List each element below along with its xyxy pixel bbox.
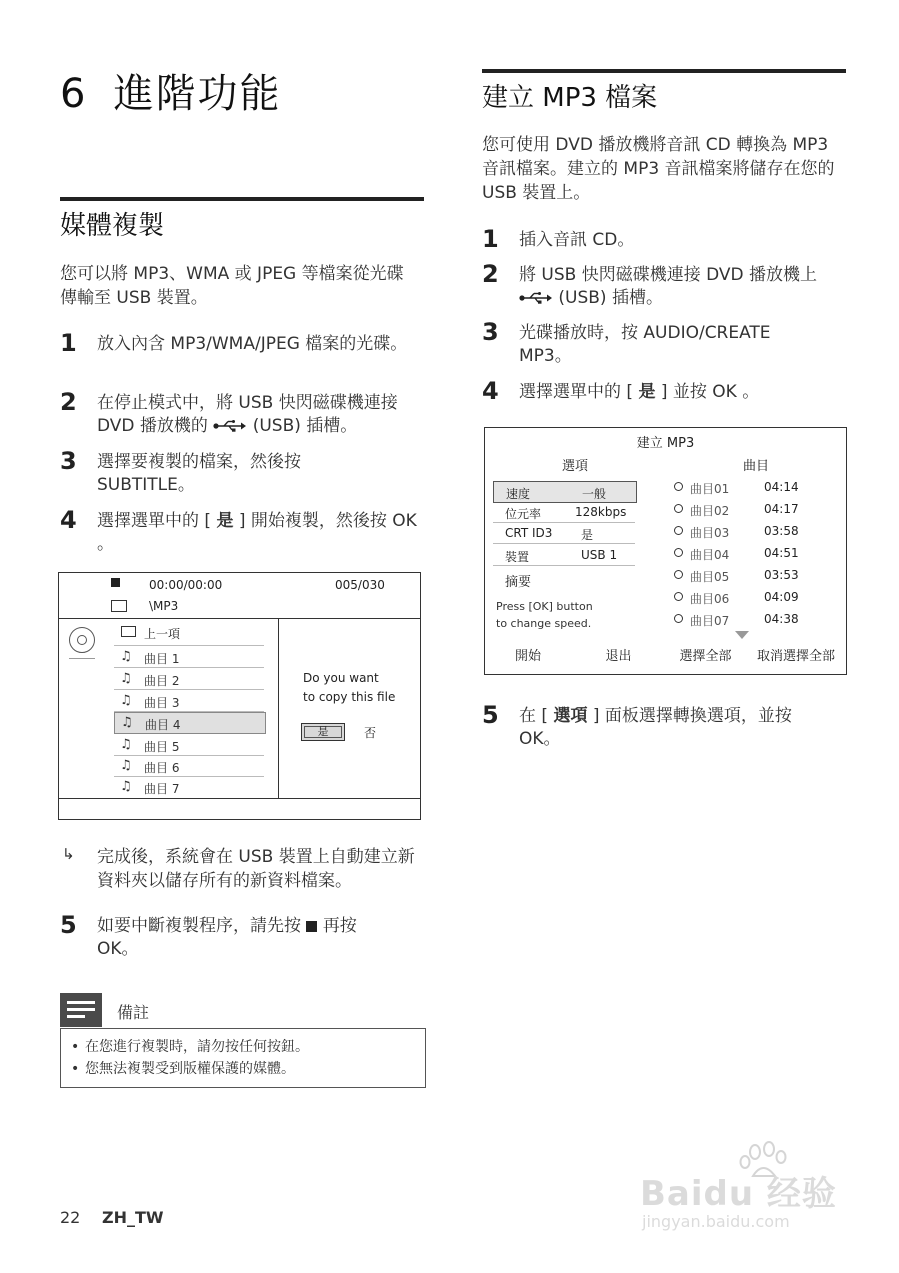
usb-icon	[519, 292, 553, 304]
step-text: 插入音訊 CD。	[519, 230, 635, 250]
note-box	[60, 1028, 426, 1088]
track-row[interactable]: ♫ 曲目 1	[114, 647, 264, 668]
copy-prompt-line2: to copy this file	[303, 690, 396, 704]
section-rule-right	[482, 69, 846, 73]
step-number: 1	[482, 225, 499, 253]
select-all-button[interactable]: 選擇全部	[679, 649, 732, 664]
option-crt-id3[interactable]: CRT ID3 是	[493, 523, 635, 544]
note-icon	[60, 993, 102, 1027]
music-note-icon: ♫	[120, 779, 132, 794]
start-button[interactable]: 開始	[514, 649, 541, 664]
copy-step-2	[60, 388, 420, 440]
step-number: 3	[60, 447, 77, 475]
summary-text-line2: to change speed.	[496, 617, 592, 630]
section-rule-left	[60, 197, 424, 201]
radio-icon	[674, 570, 683, 579]
copy-step-4	[60, 506, 420, 558]
step-number: 2	[482, 260, 499, 288]
yes-button[interactable]: 是	[301, 723, 345, 741]
step-number: 5	[482, 701, 499, 729]
exit-button[interactable]: 退出	[605, 649, 632, 664]
note-item: • 您無法複製受到版權保護的媒體。	[69, 1058, 309, 1080]
note-item: • 在您進行複製時，請勿按任何按鈕。	[69, 1036, 309, 1058]
step-text: 在停止模式中，將 USB 快閃磁碟機連接 DVD 播放機的 (USB) 插槽。	[97, 393, 398, 436]
mp3-step-3	[482, 318, 844, 370]
track-row[interactable]: ♫ 曲目 6	[114, 756, 264, 777]
track-item[interactable]: 曲目04 04:51	[674, 544, 844, 566]
track-item[interactable]: 曲目01 04:14	[674, 478, 844, 500]
language-code: ZH_TW	[102, 1208, 164, 1227]
watermark-url: jingyan.baidu.com	[642, 1212, 790, 1231]
folder-up-icon	[121, 626, 136, 637]
step-number: 4	[482, 377, 499, 405]
file-counter: 005/030	[335, 578, 385, 592]
page-number: 22	[60, 1208, 81, 1227]
track-item[interactable]: 曲目06 04:09	[674, 588, 844, 610]
media-copy-intro: 您可以將 MP3、WMA 或 JPEG 等檔案從光碟傳輸至 USB 裝置。	[60, 264, 404, 308]
radio-icon	[674, 526, 683, 535]
copy-step-1	[60, 329, 420, 381]
baidu-watermark	[640, 1140, 850, 1240]
step-number: 4	[60, 506, 77, 534]
options-header: 選項	[561, 459, 588, 474]
track-row[interactable]: ♫ 曲目 7	[120, 779, 180, 796]
step-number: 3	[482, 318, 499, 346]
track-item[interactable]: 曲目03 03:58	[674, 522, 844, 544]
step-text: 放入內含 MP3/WMA/JPEG 檔案的光碟。	[97, 334, 408, 354]
track-item[interactable]: 曲目05 03:53	[674, 566, 844, 588]
step-text: 在 [ 選項 ] 面板選擇轉換選項，並按 OK。	[519, 706, 792, 749]
mp3-dialog-title: 建立 MP3	[636, 436, 695, 451]
radio-icon	[674, 548, 683, 557]
copy-dialog	[58, 572, 421, 820]
track-item[interactable]: 曲目02 04:17	[674, 500, 844, 522]
mp3-step-5	[482, 701, 844, 753]
stop-icon	[306, 921, 317, 932]
step-number: 2	[60, 388, 77, 416]
result-arrow-icon: ↳	[62, 845, 75, 863]
folder-path: \MP3	[149, 599, 179, 613]
music-note-icon: ♫	[120, 649, 132, 664]
step-number: 1	[60, 329, 77, 357]
mp3-step-1	[482, 225, 844, 255]
copy-step-3	[60, 447, 420, 499]
step-text: 將 USB 快閃磁碟機連接 DVD 播放機上 (USB) 插槽。	[519, 265, 818, 308]
step-number: 5	[60, 911, 77, 939]
stop-icon	[111, 578, 120, 587]
disc-icon	[69, 627, 95, 653]
section-title-media-copy: 媒體複製	[60, 211, 165, 241]
option-bitrate[interactable]: 位元率 128kbps	[493, 502, 635, 523]
track-row[interactable]: ♫ 曲目 2	[114, 669, 264, 690]
tracks-header: 曲目	[742, 459, 769, 474]
track-row[interactable]: ♫ 曲目 3	[114, 691, 264, 712]
radio-icon	[674, 504, 683, 513]
chapter-title	[60, 62, 281, 119]
radio-icon	[674, 482, 683, 491]
create-mp3-dialog	[484, 427, 847, 675]
step-text: 選擇選單中的 [ 是 ] 並按 OK 。	[519, 382, 760, 402]
copy-prompt-line1: Do you want	[303, 671, 379, 685]
mp3-step-2	[482, 260, 844, 312]
track-row[interactable]: ♫ 曲目 5	[114, 735, 264, 756]
deselect-all-button[interactable]: 取消選擇全部	[756, 649, 835, 664]
music-note-icon: ♫	[120, 758, 132, 773]
music-note-icon: ♫	[121, 715, 133, 730]
section-title-create-mp3: 建立 MP3 檔案	[482, 83, 658, 113]
step-text: 選擇要複製的檔案，然後按 SUBTITLE。	[97, 452, 301, 495]
option-device[interactable]: 裝置 USB 1	[493, 545, 635, 566]
no-button[interactable]: 否	[364, 726, 377, 740]
summary-text-line1: Press [OK] button	[496, 600, 593, 613]
watermark-brand: Baidu 经验	[640, 1174, 837, 1214]
radio-icon	[674, 592, 683, 601]
radio-icon	[674, 614, 683, 623]
step-text: 選擇選單中的 [ 是 ] 開始複製，然後按 OK 。	[97, 511, 417, 554]
music-note-icon: ♫	[120, 693, 132, 708]
up-one-level[interactable]: 上一項	[144, 627, 181, 641]
usb-icon	[213, 420, 247, 432]
step-text: 光碟播放時，按 AUDIO/CREATE MP3。	[519, 323, 771, 366]
scroll-down-icon[interactable]	[735, 631, 749, 639]
chapter-name: 進階功能	[113, 71, 282, 117]
chapter-number: 6	[60, 71, 88, 117]
music-note-icon: ♫	[120, 737, 132, 752]
step-text: 如要中斷複製程序，請先按 再按 OK。	[97, 916, 357, 959]
copy-step-5	[60, 911, 420, 963]
note-title: 備註	[117, 1003, 150, 1022]
create-mp3-intro: 您可使用 DVD 播放機將音訊 CD 轉換為 MP3 音訊檔案。建立的 MP3 音訊檔案將儲存在您的 USB 裝置上。	[482, 135, 835, 203]
copy-result-text: 完成後，系統會在 USB 裝置上自動建立新資料夾以儲存所有的新資料檔案。	[97, 847, 415, 891]
summary-label: 摘要	[505, 575, 532, 590]
track-row-selected[interactable]: ♫ 曲目 4	[114, 712, 266, 734]
option-speed[interactable]: 速度 一般	[493, 481, 637, 503]
folder-icon	[111, 600, 127, 612]
music-note-icon: ♫	[120, 671, 132, 686]
mp3-step-4	[482, 377, 844, 407]
track-item[interactable]: 曲目07 04:38	[674, 610, 844, 632]
playback-time: 00:00/00:00	[149, 578, 223, 592]
